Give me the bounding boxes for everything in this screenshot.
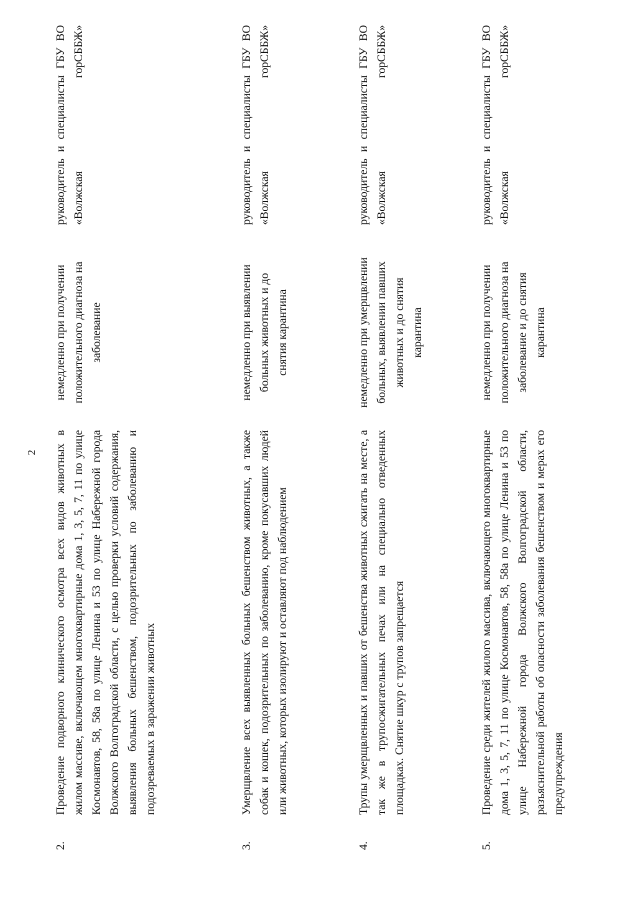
- measure-text: Проведение среди жителей жилого массива, включающего многоквартирные дома 1, 3, 5, 7, 11 по улице Космонавтов, 58, 58а по улице Ленина и 53 по улице Набережной города Волжского Волгоградской области, разъяснительной работы об опасности заболевания бешенством и мерах его предупреждения: [480, 430, 565, 815]
- responsible-text: руководитель и специалисты ГБУ ВО «Волжская горСББЖ»: [54, 25, 85, 225]
- deadline-text: немедленно при умерщвлении больных, выявлении павших животных и до снятия карантина: [357, 257, 424, 408]
- deadline-text: немедленно при выявлении больных животных и до снятия карантина: [240, 264, 289, 401]
- page-number: 2: [26, 449, 38, 456]
- responsible-text: руководитель и специалисты ГБУ ВО «Волжская горСББЖ»: [480, 25, 511, 225]
- responsible-text: руководитель и специалисты ГБУ ВО «Волжская горСББЖ»: [357, 25, 388, 225]
- row-number: 3.: [240, 841, 253, 850]
- deadline-text: немедленно при получении положительного диагноза на заболевание и до снятия карантина: [480, 261, 547, 404]
- measure-text: Проведение подворного клинического осмотра всех видов животных в жилом массиве, включающем многоквартирные дома 1, 3, 5, 7, 11 по улице Космонавтов, 58, 58а по улице Ленина и 53 по улице Набережной города Волжского Волгоградской области, с целью проверки условий содержания, выявления больных бешенством, подозрительных по заболеванию и подозреваемых в заражении животных: [54, 430, 157, 815]
- measure-text: Умерщвление всех выявленных больных бешенством животных, а также собак и кошек, подозрительных по заболеванию, кроме покусавших людей или животных, которых изолируют и оставляют под наблюдением: [240, 430, 289, 815]
- row-number: 2.: [54, 841, 67, 850]
- deadline-text: немедленно при получении положительного диагноза на заболевание: [54, 261, 103, 404]
- responsible-text: руководитель и специалисты ГБУ ВО «Волжская горСББЖ»: [240, 25, 271, 225]
- row-number: 5.: [480, 841, 493, 850]
- measure-text: Трупы умерщвленных и павших от бешенства животных сжигать на месте, а так же в трупосжигательных печах или на специально отведенных площадках. Снятие шкур с трупов запрещается: [357, 430, 406, 815]
- row-number: 4.: [357, 841, 370, 850]
